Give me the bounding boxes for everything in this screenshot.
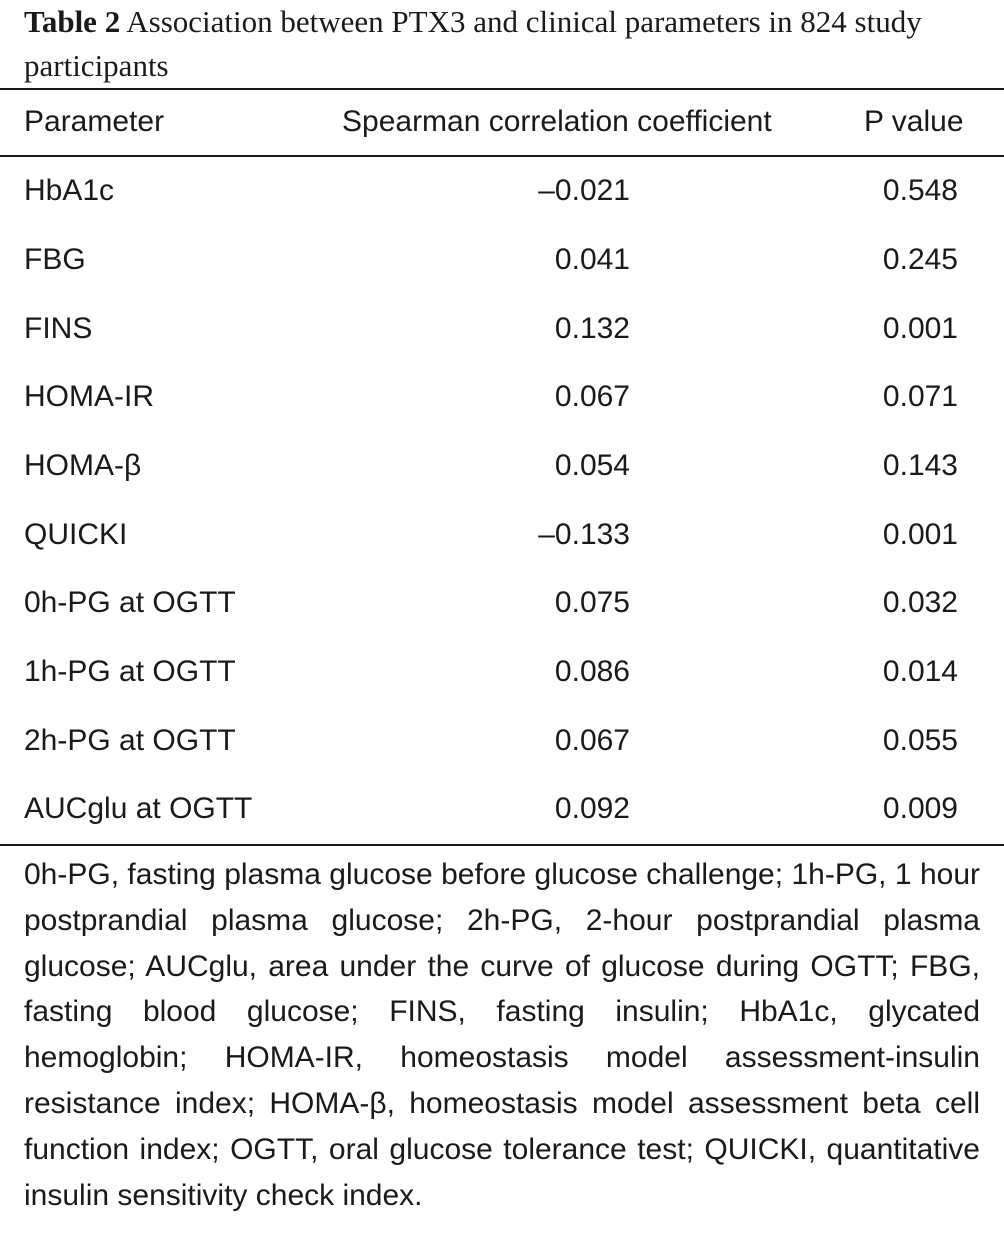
table-label: Table 2 bbox=[24, 4, 121, 39]
cell-coefficient: 0.067 bbox=[554, 380, 630, 413]
cell-parameter: QUICKI bbox=[24, 518, 128, 551]
table-row bbox=[0, 791, 1004, 859]
cell-parameter: FBG bbox=[24, 243, 86, 276]
cell-p-value: 0.032 bbox=[882, 586, 958, 619]
table-footnote: 0h-PG, fasting plasma glucose before glucose challenge; 1h-PG, 1 hour postprandial plasma glucose; 2h-PG, 2-hour postprandial plasma glucose; AUCglu, area under the curve of glucose during OGTT; FBG, fasting blood glucose; FINS, fasting insulin; HbA1c, glycated hemoglobin; HOMA-IR, homeostasis model assessment-insulin resistance index; HOMA-β, homeostasis model assessment beta cell function index; OGTT, oral glucose tolerance test; QUICKI, quantitative insulin sensitivity check index. bbox=[24, 858, 980, 1212]
table-row bbox=[0, 242, 1004, 310]
header-p-value: P value bbox=[864, 105, 964, 138]
table-row bbox=[0, 517, 1004, 585]
table-title: Association between PTX3 and clinical parameters in 824 study participants bbox=[24, 4, 922, 83]
header-parameter: Parameter bbox=[24, 105, 165, 138]
cell-coefficient: 0.067 bbox=[554, 724, 630, 757]
cell-p-value: 0.245 bbox=[882, 243, 958, 276]
cell-parameter: FINS bbox=[24, 312, 93, 345]
cell-p-value: 0.055 bbox=[882, 724, 958, 757]
table-row bbox=[0, 723, 1004, 791]
table-row bbox=[0, 585, 1004, 653]
cell-p-value: 0.548 bbox=[882, 174, 958, 207]
cell-coefficient: –0.021 bbox=[538, 174, 630, 207]
table-row bbox=[0, 173, 1004, 241]
cell-parameter: HOMA-IR bbox=[24, 380, 154, 413]
cell-parameter: 2h-PG at OGTT bbox=[24, 724, 236, 757]
cell-parameter: 1h-PG at OGTT bbox=[24, 655, 236, 688]
cell-coefficient: 0.086 bbox=[554, 655, 630, 688]
cell-p-value: 0.001 bbox=[882, 312, 958, 345]
cell-parameter: 0h-PG at OGTT bbox=[24, 586, 236, 619]
cell-parameter: AUCglu at OGTT bbox=[24, 792, 253, 825]
cell-p-value: 0.001 bbox=[882, 518, 958, 551]
cell-p-value: 0.071 bbox=[882, 380, 958, 413]
table-row bbox=[0, 448, 1004, 516]
cell-coefficient: 0.041 bbox=[554, 243, 630, 276]
cell-p-value: 0.014 bbox=[882, 655, 958, 688]
header-rule bbox=[0, 155, 1004, 157]
cell-coefficient: –0.133 bbox=[538, 518, 630, 551]
cell-p-value: 0.009 bbox=[882, 792, 958, 825]
header-coefficient: Spearman correlation coefficient bbox=[342, 105, 772, 138]
table-row bbox=[0, 379, 1004, 447]
cell-coefficient: 0.092 bbox=[554, 792, 630, 825]
cell-parameter: HbA1c bbox=[24, 174, 115, 207]
cell-coefficient: 0.132 bbox=[554, 312, 630, 345]
cell-p-value: 0.143 bbox=[882, 449, 958, 482]
top-rule bbox=[0, 88, 1004, 90]
cell-parameter: HOMA-β bbox=[24, 449, 142, 482]
table-row bbox=[0, 311, 1004, 379]
cell-coefficient: 0.054 bbox=[554, 449, 630, 482]
table-caption bbox=[24, 0, 984, 88]
bottom-rule bbox=[0, 844, 1004, 846]
cell-coefficient: 0.075 bbox=[554, 586, 630, 619]
table-row bbox=[0, 654, 1004, 722]
